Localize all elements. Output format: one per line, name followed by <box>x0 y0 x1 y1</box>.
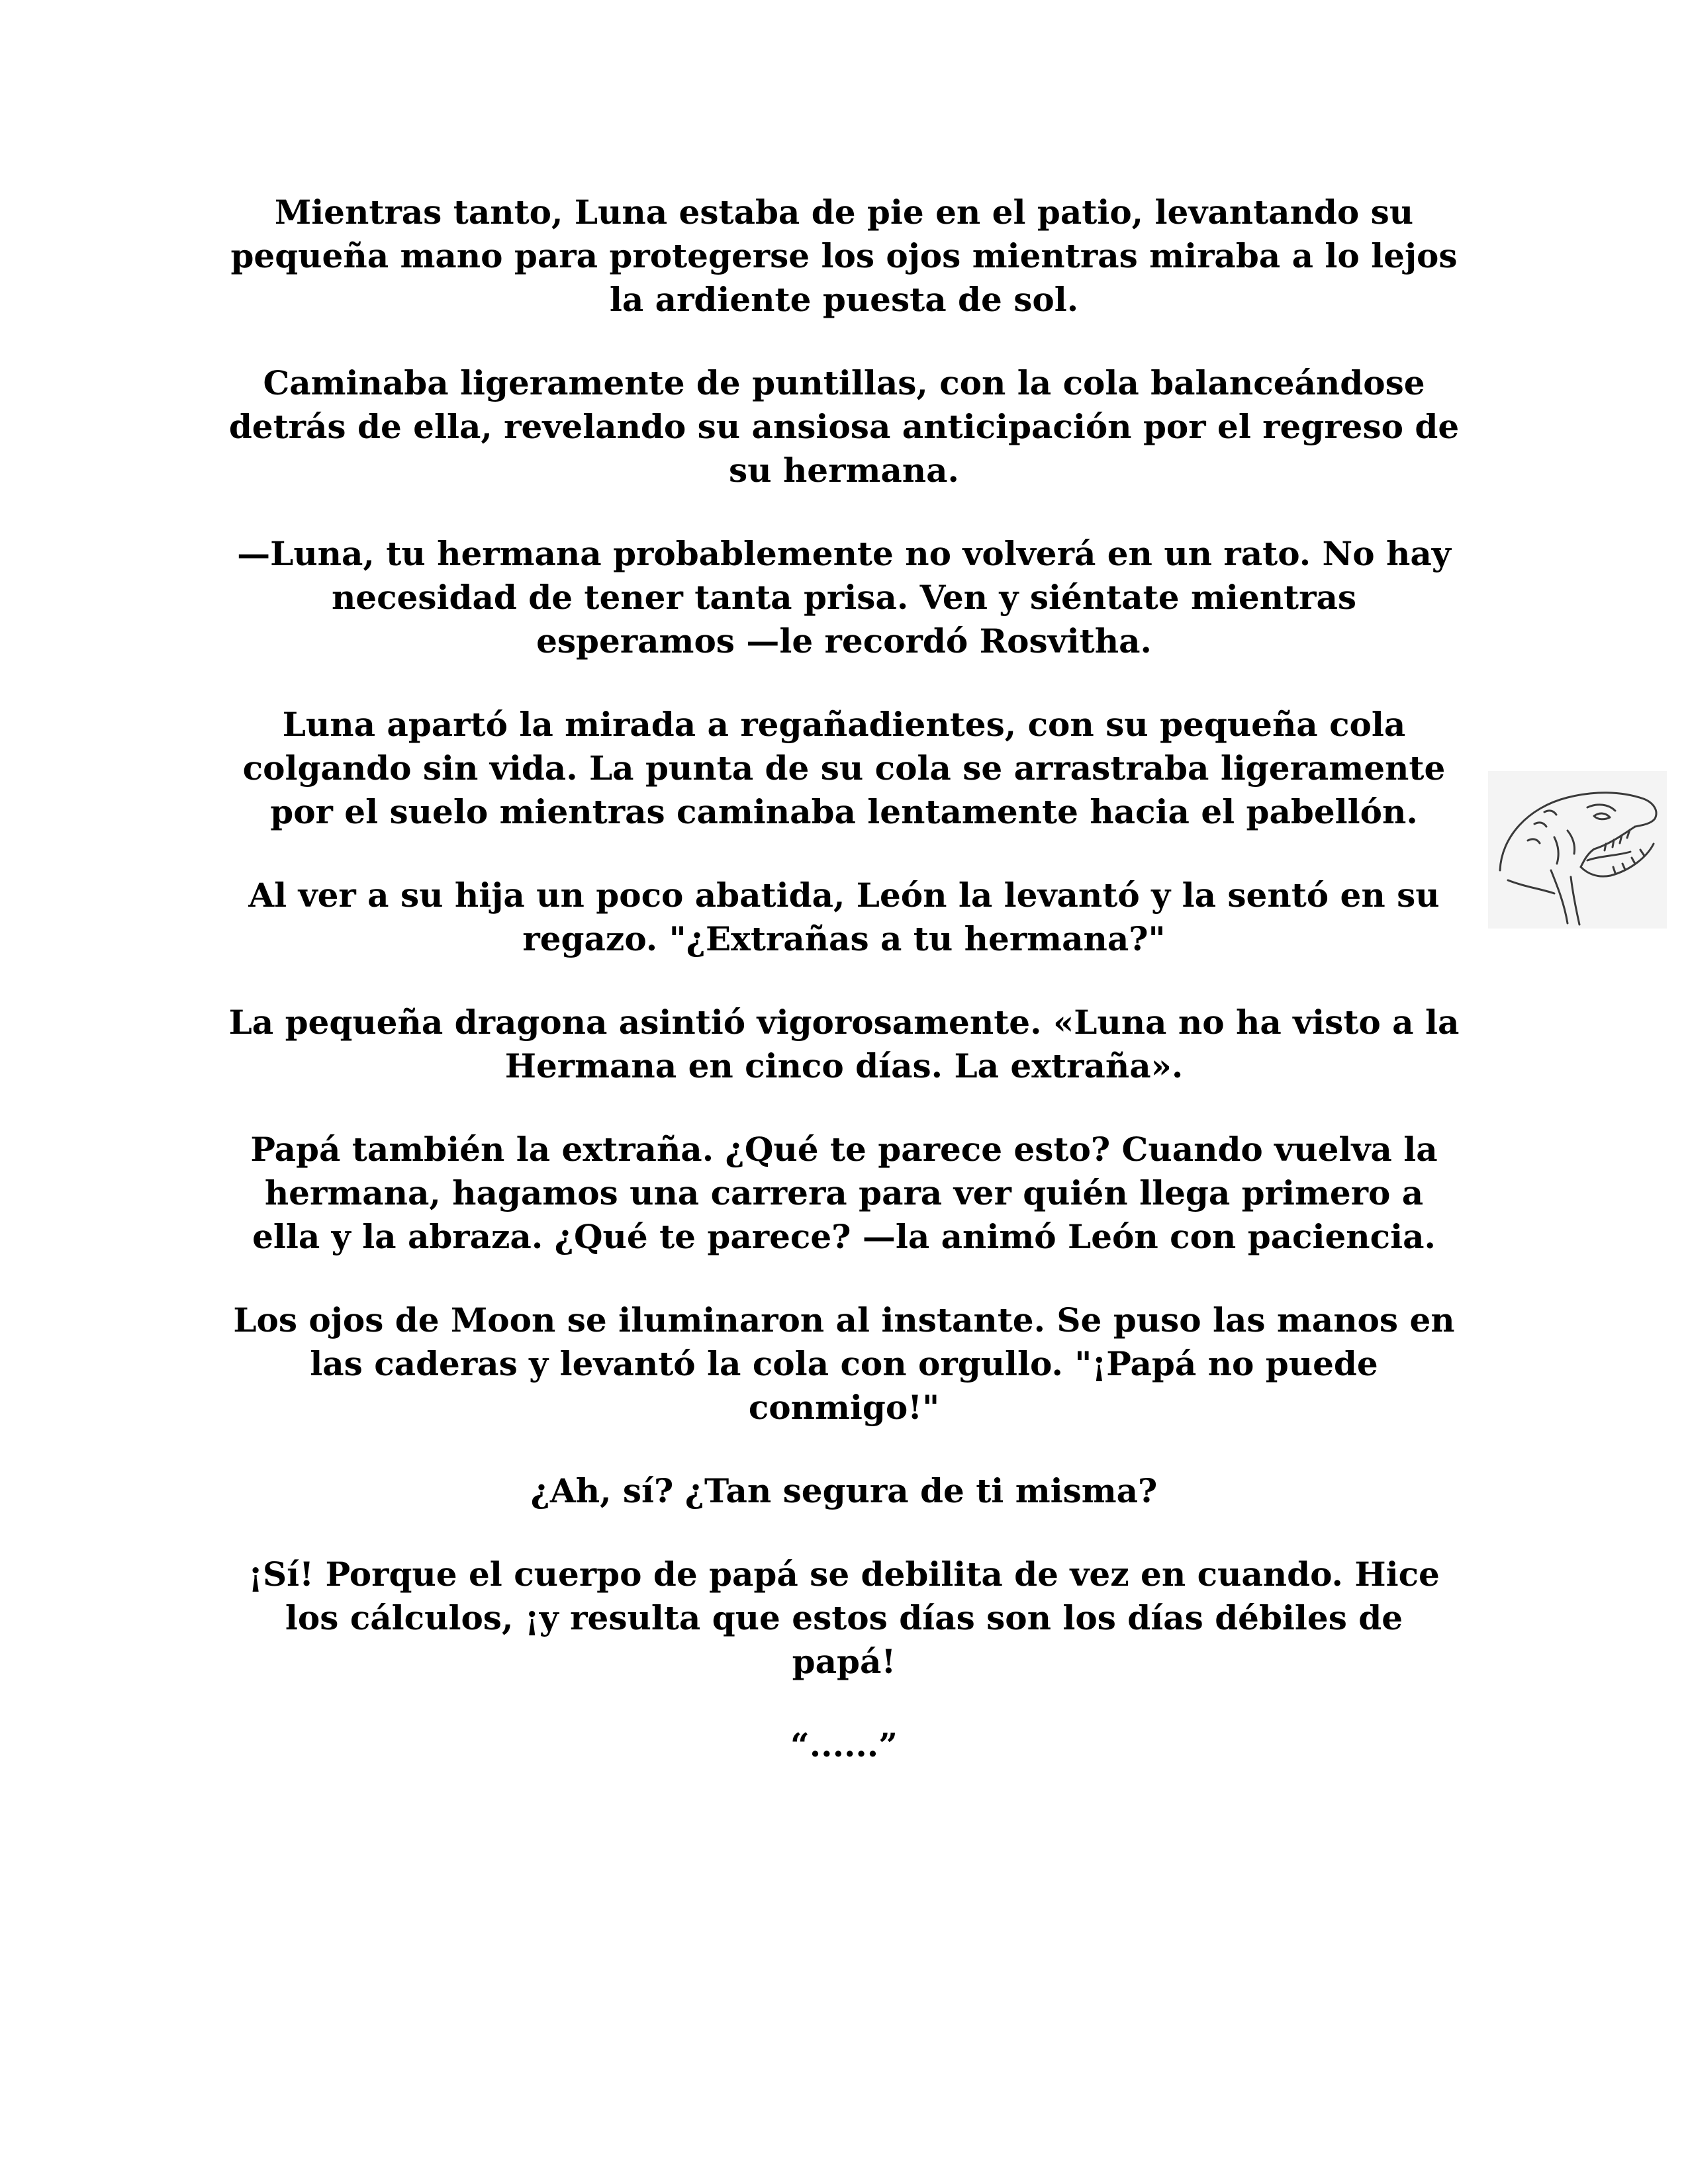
paragraph-9: ¿Ah, sí? ¿Tan segura de ti misma? <box>530 1471 1158 1510</box>
paragraph-5: Al ver a su hija un poco abatida, León la levantó y la sentó en su regazo. "¿Extrañas a tu hermana?" <box>248 876 1440 958</box>
paragraph-6: La pequeña dragona asintió vigorosamente. «Luna no ha visto a la Hermana en cinco días. La extraña». <box>228 1003 1460 1085</box>
dinosaur-head-sketch-icon <box>1488 771 1667 929</box>
paragraph-10: ¡Sí! Porque el cuerpo de papá se debilita de vez en cuando. Hice los cálculos, ¡y resulta que estos días son los días débiles de papá! <box>248 1555 1440 1681</box>
paragraph-2: Caminaba ligeramente de puntillas, con la cola balanceándose detrás de ella, revelando su ansiosa anticipación por el regreso de su hermana. <box>228 363 1460 490</box>
paragraph-1: Mientras tanto, Luna estaba de pie en el patio, levantando su pequeña mano para protegerse los ojos mientras miraba a lo lejos la ardiente puesta de sol. <box>230 193 1458 319</box>
paragraph-3: —Luna, tu hermana probablemente no volverá en un rato. No hay necesidad de tener tanta prisa. Ven y siéntate mientras esperamos —le recordó Rosvitha. <box>237 534 1451 660</box>
paragraph-4: Luna apartó la mirada a regañadientes, con su pequeña cola colgando sin vida. La punta de su cola se arrastraba ligeramente por el suelo mientras caminaba lentamente hacia el pabellón. <box>242 705 1446 831</box>
paragraph-8: Los ojos de Moon se iluminaron al instante. Se puso las manos en las caderas y levantó la cola con orgullo. "¡Papá no puede conmigo!" <box>233 1300 1455 1427</box>
paragraph-11: “......” <box>790 1725 898 1764</box>
paragraph-7: Papá también la extraña. ¿Qué te parece esto? Cuando vuelva la hermana, hagamos una carrera para ver quién llega primero a ella y la abraza. ¿Qué te parece? —la animó León con paciencia. <box>250 1130 1438 1256</box>
story-text <box>228 191 1460 1807</box>
